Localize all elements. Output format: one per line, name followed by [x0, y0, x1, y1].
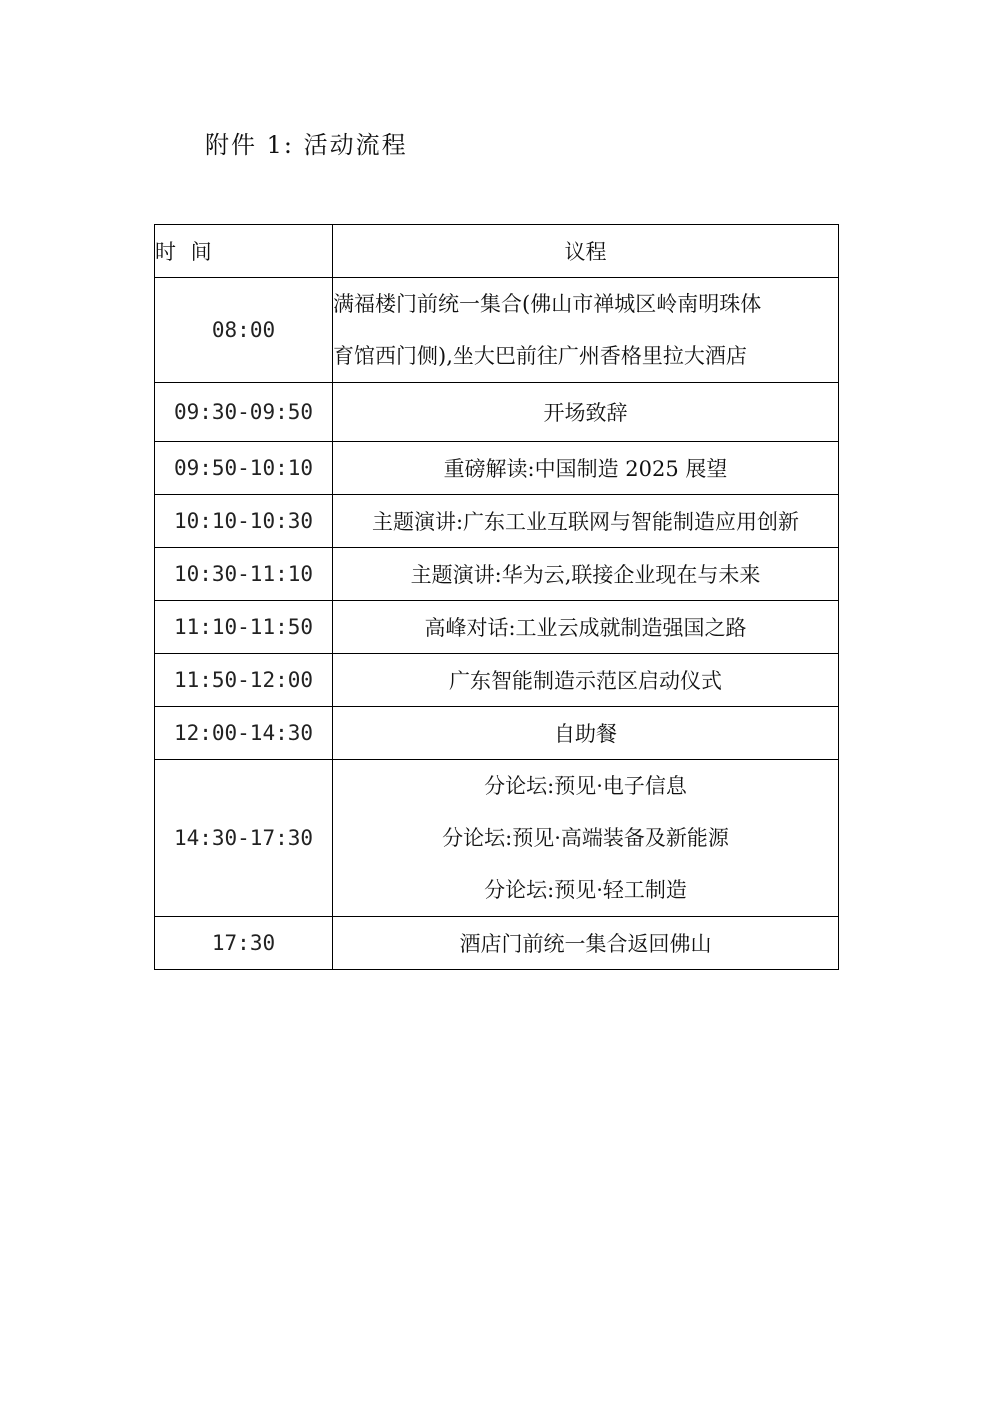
time-cell: 17:30 [155, 917, 333, 970]
table-row [155, 383, 839, 442]
agenda-cell: 重磅解读:中国制造 2025 展望 [333, 442, 839, 495]
time-cell: 10:30-11:10 [155, 548, 333, 601]
table-row [155, 495, 839, 548]
table-row [155, 548, 839, 601]
agenda-cell: 广东智能制造示范区启动仪式 [333, 654, 839, 707]
agenda-cell: 自助餐 [333, 707, 839, 760]
agenda-cell [333, 760, 839, 917]
agenda-cell: 主题演讲:华为云,联接企业现在与未来 [333, 548, 839, 601]
agenda-cell [333, 278, 839, 383]
table-row [155, 707, 839, 760]
agenda-line: 满福楼门前统一集合(佛山市禅城区岭南明珠体 [333, 292, 762, 316]
agenda-line: 分论坛:预见·轻工制造 [484, 878, 687, 902]
time-cell: 11:50-12:00 [155, 654, 333, 707]
time-cell: 12:00-14:30 [155, 707, 333, 760]
time-cell: 10:10-10:30 [155, 495, 333, 548]
time-cell: 11:10-11:50 [155, 601, 333, 654]
table-header-row [155, 225, 839, 278]
table-row [155, 917, 839, 970]
agenda-line: 育馆西门侧),坐大巴前往广州香格里拉大酒店 [333, 344, 747, 368]
time-cell: 14:30-17:30 [155, 760, 333, 917]
table-row [155, 278, 839, 383]
header-time: 时 间 [155, 225, 333, 278]
agenda-cell: 主题演讲:广东工业互联网与智能制造应用创新 [333, 495, 839, 548]
time-cell: 09:30-09:50 [155, 383, 333, 442]
agenda-cell: 高峰对话:工业云成就制造强国之路 [333, 601, 839, 654]
time-cell: 08:00 [155, 278, 333, 383]
header-agenda: 议程 [333, 225, 839, 278]
page-title: 附件 1: 活动流程 [205, 131, 408, 159]
agenda-line: 分论坛:预见·电子信息 [484, 774, 687, 798]
table-row [155, 442, 839, 495]
agenda-table [154, 224, 839, 970]
table-row [155, 654, 839, 707]
agenda-cell: 开场致辞 [333, 383, 839, 442]
table-row [155, 601, 839, 654]
agenda-line: 分论坛:预见·高端装备及新能源 [442, 826, 729, 850]
agenda-cell: 酒店门前统一集合返回佛山 [333, 917, 839, 970]
time-cell: 09:50-10:10 [155, 442, 333, 495]
table-row [155, 760, 839, 917]
